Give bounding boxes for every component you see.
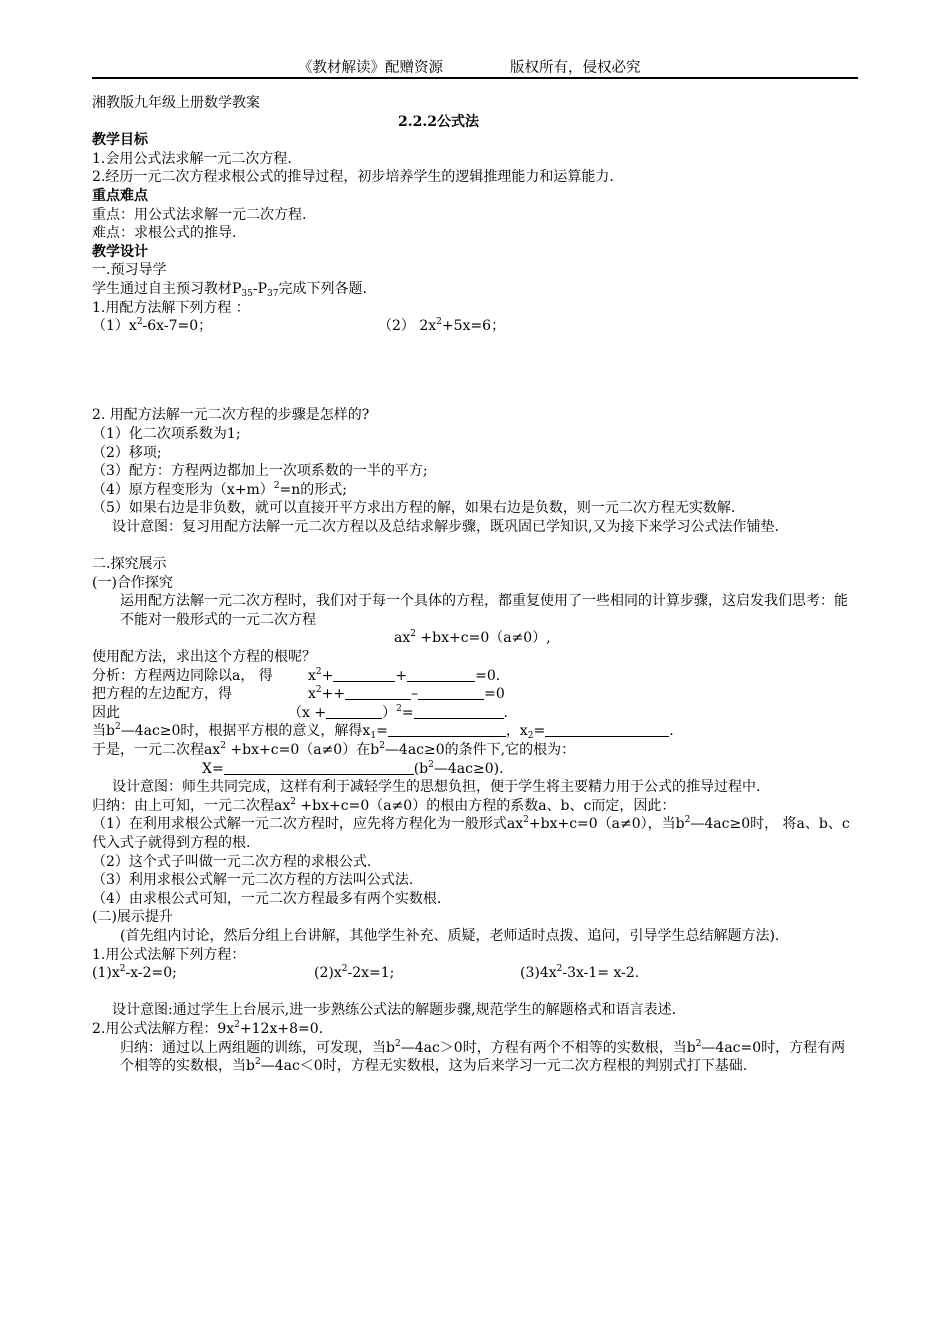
text-run: (1)x xyxy=(92,965,120,982)
step-item: （2）移项; xyxy=(92,444,162,461)
text-run: （x + xyxy=(288,704,327,721)
key-point: 重点：用公式法求解一元二次方程. xyxy=(92,206,307,223)
equation-1 xyxy=(92,964,177,983)
text-run: = xyxy=(376,723,388,740)
fill-blank xyxy=(388,723,506,737)
subscript: 35 xyxy=(241,288,253,299)
analysis-line-5 xyxy=(92,741,852,760)
analysis-line-1 xyxy=(92,667,852,686)
root-formula-line xyxy=(92,760,852,779)
text-run xyxy=(92,536,852,555)
text-run: ） xyxy=(382,704,397,721)
step-item: （3）配方：方程两边都加上一次项系数的一半的平方; xyxy=(92,463,428,480)
text-run: （1）在利用求根公式解一元二次方程时，应先将方程化为一般形式ax xyxy=(92,816,524,833)
goal-item: 2.经历一元二次方程求根公式的推导过程，初步培养学生的逻辑推理能力和运算能力. xyxy=(92,169,614,186)
text-run: +bx+c=0（a≠0）在b xyxy=(225,742,380,758)
text-run xyxy=(308,667,500,686)
subscript: 1 xyxy=(370,731,377,742)
design-intent-1: 设计意图：复习用配方法解一元二次方程以及总结求解步骤，既巩固已学知识,又为接下来学习公式法作铺垫. xyxy=(112,518,779,535)
text-run: —4ac＜0时，方程无实数根，这为后来学习一元二次方程根的判别式打下基础. xyxy=(260,1058,748,1075)
text-run: —4ac≥0时，根据平方根的意义，解得x xyxy=(120,723,371,740)
text-run: =n的形式; xyxy=(279,481,348,498)
explore-question: 使用配方法，求出这个方程的根呢？ xyxy=(92,649,316,666)
fill-blank xyxy=(224,761,414,775)
text-run: = xyxy=(401,704,414,721)
text-run: -P xyxy=(252,280,268,297)
superscript: 2 xyxy=(428,759,434,770)
text-run: -2x=1; xyxy=(347,965,395,982)
section-heading-goals: 教学目标 xyxy=(92,132,148,149)
text-run: ax xyxy=(394,630,411,647)
text-run: —4ac≥0时， 将a、b、c代入式子就得到方程的根. xyxy=(92,816,850,851)
text-run: + xyxy=(395,667,408,684)
show-question-2 xyxy=(92,1020,852,1039)
document-body xyxy=(92,94,852,1076)
subheading-cooperate: (一)合作探究 xyxy=(92,574,173,591)
equation-3 xyxy=(520,964,639,983)
preview-question-2: 2. 用配方法解一元二次方程的步骤是怎样的? xyxy=(92,407,370,424)
doc-title: 2.2.2公式法 xyxy=(398,113,479,130)
answer-space xyxy=(92,336,852,388)
general-equation xyxy=(92,629,852,648)
text-run: 归纳：由上可知，一元二次程ax xyxy=(92,797,291,814)
text-run: -6x-7=0； xyxy=(142,318,213,335)
text-run: . xyxy=(503,704,508,721)
text-run xyxy=(308,685,505,704)
superscript: 2 xyxy=(273,480,280,491)
design-intent-2: 设计意图：师生共同完成，这样有利于减轻学生的思想负担，便于学生将主要精力用于公式的推导过程中. xyxy=(112,779,761,796)
superscript: 2 xyxy=(136,317,143,328)
text-run: +bx+c=0（a≠0）的根由方程的系数a、b、c而定，因此： xyxy=(295,797,676,814)
superscript: 2 xyxy=(114,722,121,733)
text-run: ++ xyxy=(321,686,346,703)
text-run: (b xyxy=(413,760,429,777)
header-right: 版权所有，侵权必究 xyxy=(510,60,641,76)
text-run: = xyxy=(533,723,546,740)
section-heading-keypoints: 重点难点 xyxy=(92,187,148,204)
page-header xyxy=(92,56,858,78)
superscript: 2 xyxy=(290,796,296,807)
fill-blank xyxy=(407,668,475,682)
text-run: +5x=6； xyxy=(441,318,506,335)
difficult-point: 难点：求根公式的推导. xyxy=(92,225,237,242)
superscript: 2 xyxy=(119,964,126,975)
show-equations xyxy=(92,964,852,983)
preview-question-1: 1.用配方法解下列方程 ： xyxy=(92,299,250,316)
text-run: =0 xyxy=(484,686,505,703)
summary-item: （2）这个式子叫做一元二次方程的求根公式. xyxy=(92,853,372,870)
fill-blank xyxy=(326,705,382,719)
text-run: x xyxy=(308,667,316,684)
text-run xyxy=(288,704,508,723)
header-left: 《教材解读》配赠资源 xyxy=(298,60,443,76)
fill-blank xyxy=(414,705,504,719)
step-item: （5）如果右边是非负数，就可以直接开平方求出方程的解，如果右边是负数，则一元二次方程无实数解. xyxy=(92,500,736,517)
conclusion-paragraph xyxy=(92,1039,852,1076)
text-run: (2)x xyxy=(314,965,342,982)
section-heading-design: 教学设计 xyxy=(92,243,148,260)
superscript: 2 xyxy=(396,703,402,714)
superscript: 2 xyxy=(379,741,385,751)
superscript: 2 xyxy=(315,666,322,677)
design-intent-3: 设计意图:通过学生上台展示,进一步熟练公式法的解题步骤,规范学生的解题格式和语言表述. xyxy=(112,1002,677,1019)
fill-blank xyxy=(345,686,411,700)
explore-paragraph: 运用配方法解一元二次方程时，我们对于每一个具体的方程，都重复使用了一些相同的计算步骤，这启发我们思考：能不能对一般形式的一元二次方程 xyxy=(120,593,848,628)
equation-1 xyxy=(92,317,212,336)
fill-blank xyxy=(545,723,669,737)
text-run: -x-2=0; xyxy=(125,965,177,982)
text-run: （2） 2x xyxy=(378,318,437,335)
text-run: 2.用公式法解方程：9x xyxy=(92,1020,235,1037)
summary-item: （4）由求根公式可知，一元二次方程最多有两个实数根. xyxy=(92,890,442,907)
text-run: —4ac=0时，方程有两个相等的实数根，当b xyxy=(120,1039,846,1075)
text-run: （4）原方程变形为（x+m） xyxy=(92,481,274,498)
text-run: +bx+c=0（a≠0）, xyxy=(415,630,551,647)
analysis-line-4 xyxy=(92,722,852,741)
goal-item: 1.会用公式法求解一元二次方程. xyxy=(92,150,292,167)
text-run: X= xyxy=(202,760,224,777)
text-run xyxy=(92,388,852,407)
preview-equations xyxy=(92,317,852,336)
text-run: 学生通过自主预习教材P xyxy=(92,280,242,297)
subscript: 2 xyxy=(527,731,534,742)
text-run: 完成下列各题. xyxy=(278,280,367,297)
fill-blank xyxy=(418,686,484,700)
text-run: . xyxy=(669,723,674,740)
show-question-1: 1.用公式法解下列方程： xyxy=(92,946,246,963)
analysis-line-3 xyxy=(92,704,852,723)
show-paragraph: (首先组内讨论，然后分组上台讲解，其他学生补充、质疑，老师适时点拨、追问，引导学生总结解题方法). xyxy=(120,927,780,944)
summary-item xyxy=(92,815,852,852)
text-run: 因此 xyxy=(92,704,120,721)
equation-2 xyxy=(378,317,505,336)
superscript: 2 xyxy=(254,1057,261,1068)
text-run: 分析：方程两边同除以a， 得 xyxy=(92,667,273,684)
superscript: 2 xyxy=(695,1038,702,1049)
text-run: 把方程的左边配方，得 xyxy=(92,686,232,703)
superscript: 2 xyxy=(556,964,563,975)
superscript: 2 xyxy=(523,815,529,826)
superscript: 2 xyxy=(234,1019,240,1030)
text-run: ，x xyxy=(505,723,528,740)
text-run: 当b xyxy=(92,723,115,740)
text-run: x xyxy=(308,686,316,703)
superscript: 2 xyxy=(315,685,322,696)
header-rule xyxy=(92,77,858,79)
text-run: -3x-1= x-2. xyxy=(562,965,640,982)
text-run: —4ac≥0). xyxy=(433,760,504,777)
subscript: 37 xyxy=(267,288,279,299)
fill-blank xyxy=(333,668,395,682)
text-run: +bx+c=0（a≠0），当b xyxy=(528,816,685,833)
text-run: 于是，一元二次程ax xyxy=(92,742,221,758)
summary-item: （3）利用求根公式解一元二次方程的方法叫公式法. xyxy=(92,872,414,889)
doc-label: 湘教版九年级上册数学教案 xyxy=(92,95,260,111)
superscript: 2 xyxy=(341,964,348,975)
part-heading-preview: 一.预习导学 xyxy=(92,262,167,279)
equation-2 xyxy=(314,964,394,983)
superscript: 2 xyxy=(436,317,442,328)
step-item xyxy=(92,481,852,500)
superscript: 2 xyxy=(220,741,226,751)
text-run: —4ac＞0时，方程有两个不相等的实数根，当b xyxy=(400,1039,696,1056)
text-run: + xyxy=(321,667,334,684)
analysis-line-2 xyxy=(92,685,852,704)
subheading-show: (二)展示提升 xyxy=(92,909,173,926)
preview-intro xyxy=(92,280,852,299)
text-run: =0. xyxy=(475,667,501,684)
text-run: (3)4x xyxy=(520,965,557,982)
superscript: 2 xyxy=(684,815,691,826)
text-run: – xyxy=(411,686,419,703)
superscript: 2 xyxy=(394,1038,401,1049)
step-item: （1）化二次项系数为1; xyxy=(92,425,241,442)
text-run: —4ac≥0的条件下,它的根为： xyxy=(384,742,576,758)
text-run: （1）x xyxy=(92,318,137,335)
text-run xyxy=(92,983,852,1002)
superscript: 2 xyxy=(410,629,416,640)
part-heading-explore: 二.探究展示 xyxy=(92,556,167,573)
text-run: +12x+8=0. xyxy=(239,1020,324,1037)
summary-intro xyxy=(92,797,852,816)
text-run: 归纳：通过以上两组题的训练，可发现，当b xyxy=(120,1039,395,1056)
